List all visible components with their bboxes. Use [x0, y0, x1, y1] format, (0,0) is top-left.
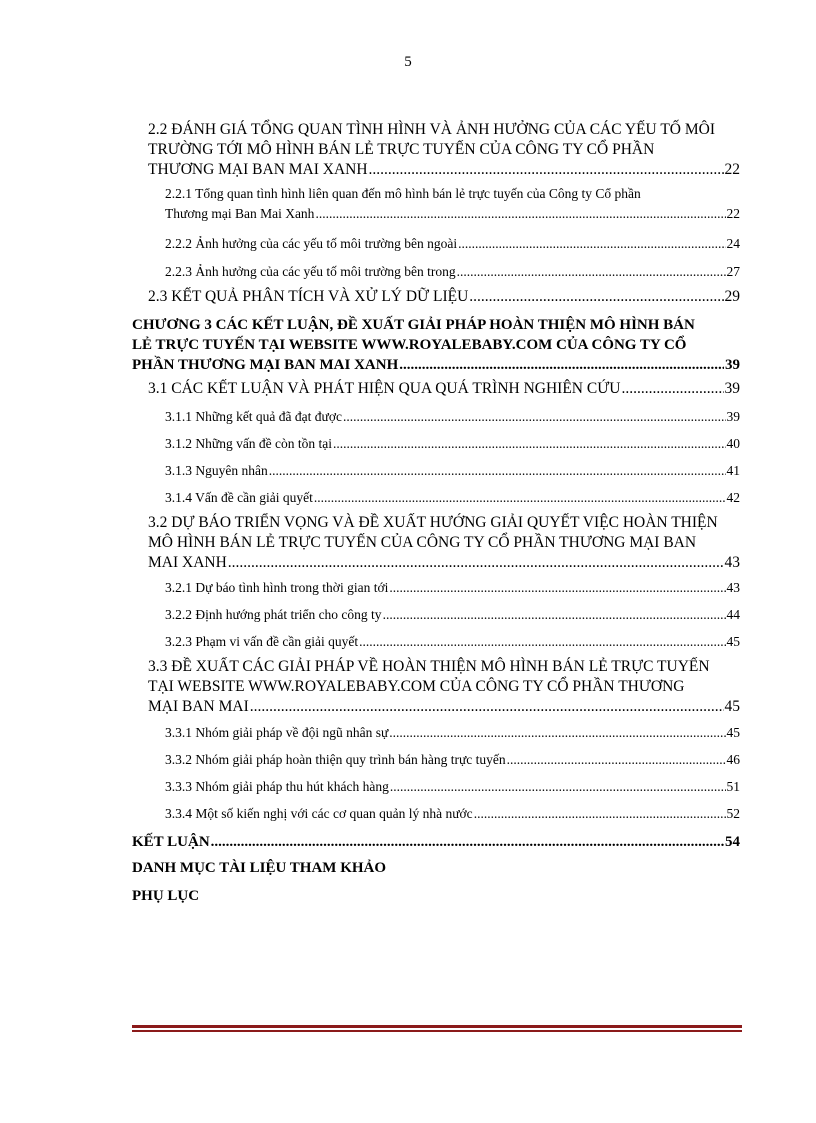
- toc-dot-leader: [269, 461, 726, 481]
- toc-dot-leader: [469, 287, 723, 307]
- toc-page-number: 51: [726, 779, 740, 794]
- toc-entry[interactable]: [165, 488, 740, 508]
- toc-dot-leader: [333, 434, 725, 454]
- toc-entry[interactable]: [132, 832, 740, 852]
- toc-dot-leader: [474, 804, 726, 824]
- toc-entry[interactable]: [165, 632, 740, 652]
- toc-entry[interactable]: [165, 184, 740, 224]
- toc-page-number: 42: [726, 490, 740, 505]
- toc-entry[interactable]: [165, 578, 740, 598]
- toc-dot-leader: [343, 407, 726, 427]
- toc-entry[interactable]: [165, 262, 740, 282]
- toc-dot-leader: [389, 723, 725, 743]
- toc-entry-title: 3.1.1 Những kết quả đã đạt được: [165, 409, 342, 424]
- toc-entry-title: Thương mại Ban Mai Xanh: [165, 206, 315, 221]
- toc-entry[interactable]: [165, 461, 740, 481]
- toc-entry[interactable]: [165, 804, 740, 824]
- toc-entry-title: MAI XANH: [148, 554, 227, 571]
- toc-entry-title: MẠI BAN MAI: [148, 698, 249, 715]
- toc-entry-title: 3.3.3 Nhóm giải pháp thu hút khách hàng: [165, 779, 389, 794]
- toc-page-number: 41: [726, 463, 740, 478]
- toc-page-number: 39: [724, 380, 740, 397]
- toc-dot-leader: [359, 632, 725, 652]
- toc-entry-title: 3.1.2 Những vấn đề còn tồn tại: [165, 436, 333, 451]
- toc-entry-line: TẠI WEBSITE WWW.ROYALEBABY.COM CỦA CÔNG TY CỔ PHẦN THƯƠNG: [148, 678, 685, 695]
- toc-entry-title: 2.2.2 Ảnh hưởng của các yếu tố môi trường bên ngoài: [165, 236, 458, 251]
- toc-dot-leader: [458, 234, 725, 254]
- toc-dot-leader: [399, 355, 724, 375]
- toc-entry[interactable]: [148, 657, 740, 717]
- toc-dot-leader: [383, 605, 726, 625]
- toc-entry-title: PHẦN THƯƠNG MẠI BAN MAI XANH: [132, 357, 399, 373]
- toc-page-number: 43: [724, 554, 740, 571]
- toc-page-number: 45: [726, 725, 740, 740]
- toc-entry[interactable]: [165, 750, 740, 770]
- toc-entry-title: DANH MỤC TÀI LIỆU THAM KHẢO: [132, 860, 387, 876]
- toc-entry-title: 3.1.4 Vấn đề cần giải quyết: [165, 490, 313, 505]
- toc-page-number: 39: [726, 409, 740, 424]
- toc-page-number: 46: [726, 752, 740, 767]
- bottom-rule: [132, 1025, 742, 1032]
- toc-dot-leader: [389, 578, 725, 598]
- toc-page-number: 54: [725, 834, 740, 850]
- toc-dot-leader: [457, 262, 726, 282]
- toc-entry-title: 3.1 CÁC KẾT LUẬN VÀ PHÁT HIỆN QUA QUÁ TRÌNH NGHIÊN CỨU: [148, 380, 621, 397]
- toc-entry[interactable]: [132, 315, 740, 375]
- toc-entry-title: 2.3 KẾT QUẢ PHÂN TÍCH VÀ XỬ LÝ DỮ LIỆU: [148, 288, 469, 305]
- toc-page-number: 22: [724, 161, 740, 178]
- toc-entry-title: THƯƠNG MẠI BAN MAI XANH: [148, 161, 368, 178]
- toc-dot-leader: [314, 488, 726, 508]
- toc-page-number: 40: [726, 436, 740, 451]
- toc-entry-title: KẾT LUẬN: [132, 834, 210, 850]
- toc-entry-line: TRƯỜNG TỚI MÔ HÌNH BÁN LẺ TRỰC TUYẾN CỦA CÔNG TY CỔ PHẦN: [148, 141, 655, 158]
- toc-entry-line: LẺ TRỰC TUYẾN TẠI WEBSITE WWW.ROYALEBABY.COM CỦA CÔNG TY CỔ: [132, 337, 687, 353]
- page-number: 5: [404, 54, 412, 70]
- toc-page-number: 52: [726, 806, 740, 821]
- toc-entry-line: MÔ HÌNH BÁN LẺ TRỰC TUYẾN CỦA CÔNG TY CỔ PHẦN THƯƠNG MẠI BAN: [148, 534, 697, 551]
- toc-entry[interactable]: [165, 407, 740, 427]
- toc-page-number: 24: [726, 236, 740, 251]
- toc-entry[interactable]: [165, 434, 740, 454]
- toc-dot-leader: [390, 777, 726, 797]
- toc-entry[interactable]: [165, 777, 740, 797]
- toc-entry-title: 3.3.4 Một số kiến nghị với các cơ quan quản lý nhà nước: [165, 806, 473, 821]
- toc-entry-line: 2.2.1 Tổng quan tình hình liên quan đến mô hình bán lẻ trực tuyến của Công ty Cổ phần: [165, 186, 641, 201]
- toc-page-number: 39: [725, 357, 740, 373]
- toc-entry-line: 3.2 DỰ BÁO TRIỂN VỌNG VÀ ĐỀ XUẤT HƯỚNG GIẢI QUYẾT VIỆC HOÀN THIỆN: [148, 514, 718, 531]
- toc-entry-title: 3.1.3 Nguyên nhân: [165, 463, 268, 478]
- toc-dot-leader: [315, 204, 725, 224]
- toc-dot-leader: [228, 553, 724, 573]
- toc-page-number: 29: [724, 288, 740, 305]
- toc-entry-title: 3.2.1 Dự báo tình hình trong thời gian tới: [165, 580, 389, 595]
- toc-entry[interactable]: [148, 513, 740, 573]
- toc-dot-leader: [250, 697, 724, 717]
- toc-page-number: 45: [726, 634, 740, 649]
- toc-page-number: 43: [726, 580, 740, 595]
- toc-entry[interactable]: [148, 120, 740, 180]
- toc-entry-line: CHƯƠNG 3 CÁC KẾT LUẬN, ĐỀ XUẤT GIẢI PHÁP HOÀN THIỆN MÔ HÌNH BÁN: [132, 317, 695, 333]
- toc-entry[interactable]: [165, 234, 740, 254]
- toc-dot-leader: [621, 379, 723, 399]
- toc-entry-line: 3.3 ĐỀ XUẤT CÁC GIẢI PHÁP VỀ HOÀN THIỆN MÔ HÌNH BÁN LẺ TRỰC TUYẾN: [148, 658, 710, 675]
- toc-dot-leader: [507, 750, 726, 770]
- toc-entry[interactable]: [148, 287, 740, 307]
- toc-entry[interactable]: [132, 858, 386, 878]
- toc-entry-title: 3.3.1 Nhóm giải pháp về đội ngũ nhân sự: [165, 725, 389, 740]
- toc-page-number: 44: [726, 607, 740, 622]
- toc-entry-title: 3.2.3 Phạm vi vấn đề cần giải quyết: [165, 634, 359, 649]
- toc-dot-leader: [211, 832, 724, 852]
- toc-entry-title: 3.3.2 Nhóm giải pháp hoàn thiện quy trình bán hàng trực tuyến: [165, 752, 506, 767]
- toc-entry-title: PHỤ LỤC: [132, 888, 200, 904]
- toc-entry-line: 2.2 ĐÁNH GIÁ TỔNG QUAN TÌNH HÌNH VÀ ẢNH HƯỞNG CỦA CÁC YẾU TỐ MÔI: [148, 121, 715, 138]
- toc-entry[interactable]: [132, 886, 199, 906]
- toc-entry[interactable]: [165, 605, 740, 625]
- toc-entry-title: 3.2.2 Định hướng phát triển cho công ty: [165, 607, 382, 622]
- toc-page-number: 22: [726, 206, 740, 221]
- toc-entry-title: 2.2.3 Ảnh hưởng của các yếu tố môi trường bên trong: [165, 264, 456, 279]
- toc-entry[interactable]: [148, 379, 740, 399]
- toc-page-number: 45: [724, 698, 740, 715]
- toc-entry[interactable]: [165, 723, 740, 743]
- toc-dot-leader: [369, 160, 724, 180]
- toc-page-number: 27: [726, 264, 740, 279]
